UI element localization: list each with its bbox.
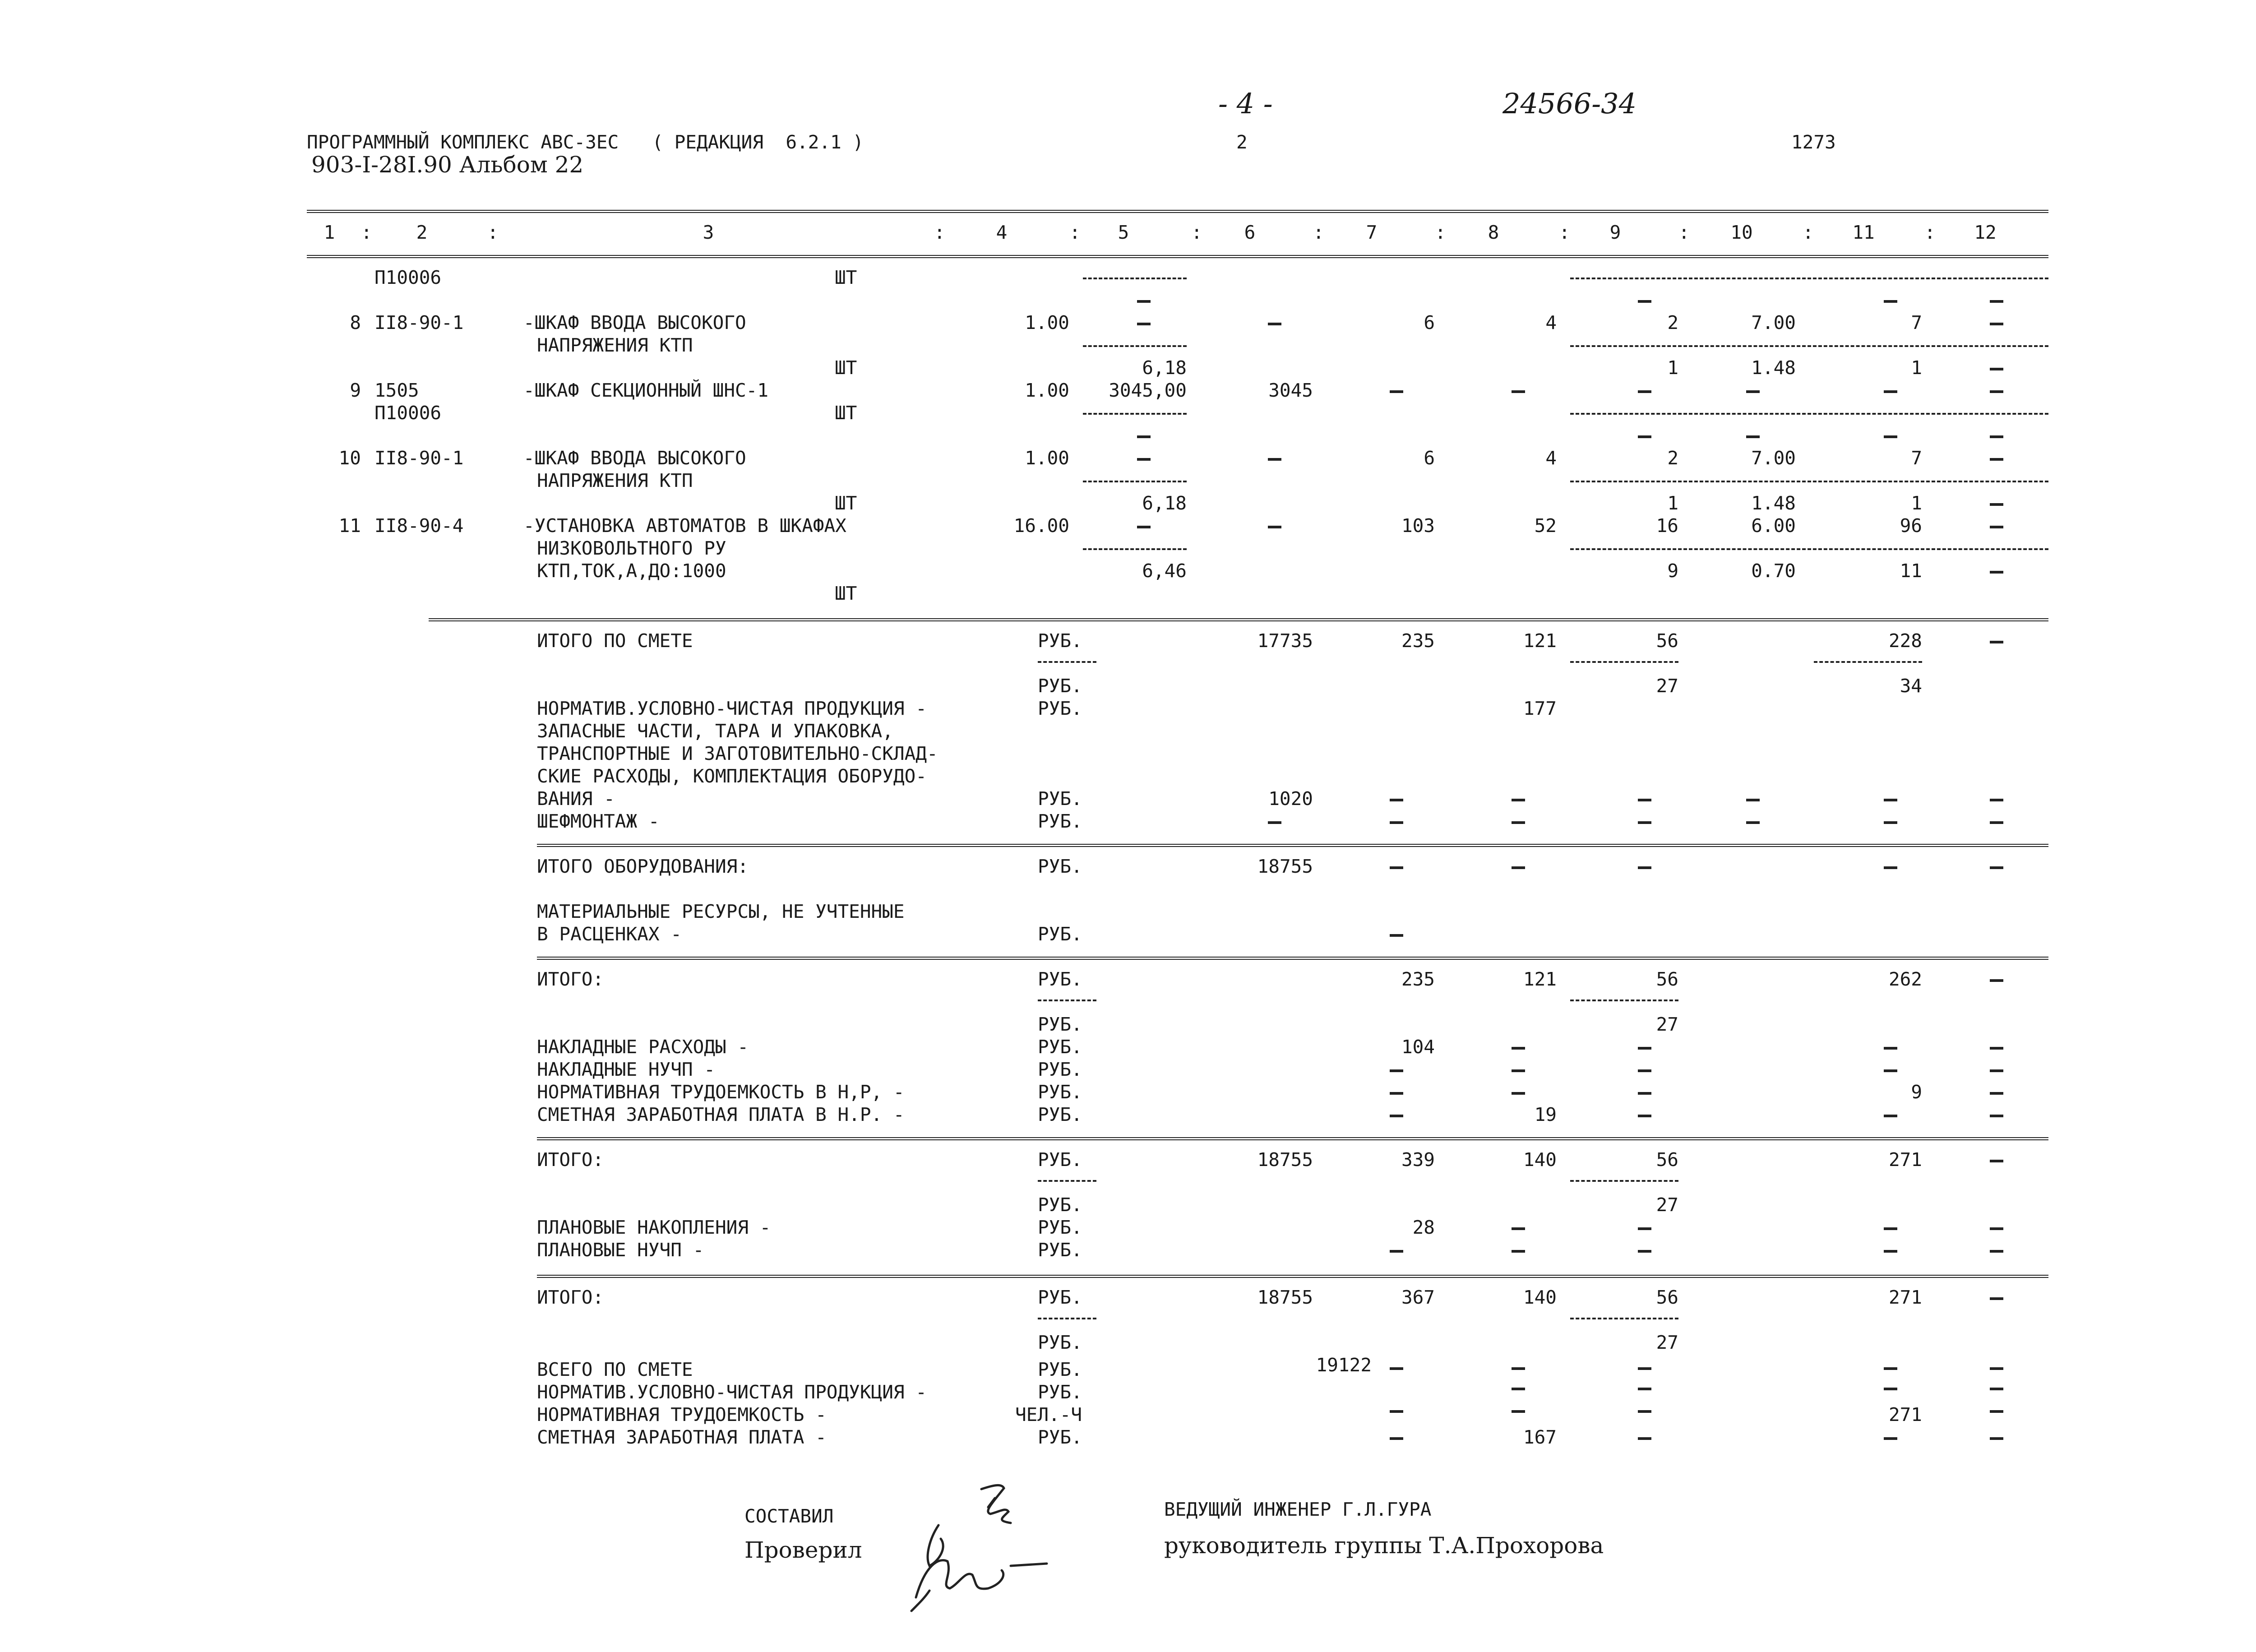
sheet-number: 2 <box>1236 131 1248 153</box>
checked-label: Проверил <box>744 1537 862 1563</box>
col-11: 11 <box>1852 222 1875 243</box>
col-9: 9 <box>1609 222 1621 243</box>
col-10: 10 <box>1730 222 1753 243</box>
col-2: 2 <box>416 222 428 243</box>
col-4: 4 <box>996 222 1008 243</box>
col-5: 5 <box>1118 222 1129 243</box>
signature-mark <box>898 1476 1092 1615</box>
header-rule-top <box>307 210 2048 213</box>
col-12: 12 <box>1974 222 1997 243</box>
lead-engineer: ВЕДУЩИЙ ИНЖЕНЕР Г.Л.ГУРА <box>1164 1499 1432 1520</box>
col-1: 1 <box>324 222 335 243</box>
col-7: 7 <box>1366 222 1378 243</box>
col-8: 8 <box>1488 222 1499 243</box>
group-head: руководитель группы Т.А.Прохорова <box>1164 1532 1604 1559</box>
col-3: 3 <box>703 222 714 243</box>
program-title: ПРОГРАММНЫЙ КОМПЛЕКС АВС-3ЕС ( РЕДАКЦИЯ 6.2.1 ) <box>307 131 864 153</box>
page-number: - 4 - <box>1218 87 1273 120</box>
col-6: 6 <box>1244 222 1256 243</box>
doc-code: 24566-34 <box>1502 87 1637 120</box>
doc-number: 1273 <box>1791 131 1836 153</box>
header-rule-bottom <box>307 255 2048 258</box>
compiled-label: СОСТАВИЛ <box>744 1505 834 1527</box>
album-label: 903-I-28I.90 Альбом 22 <box>311 152 584 178</box>
